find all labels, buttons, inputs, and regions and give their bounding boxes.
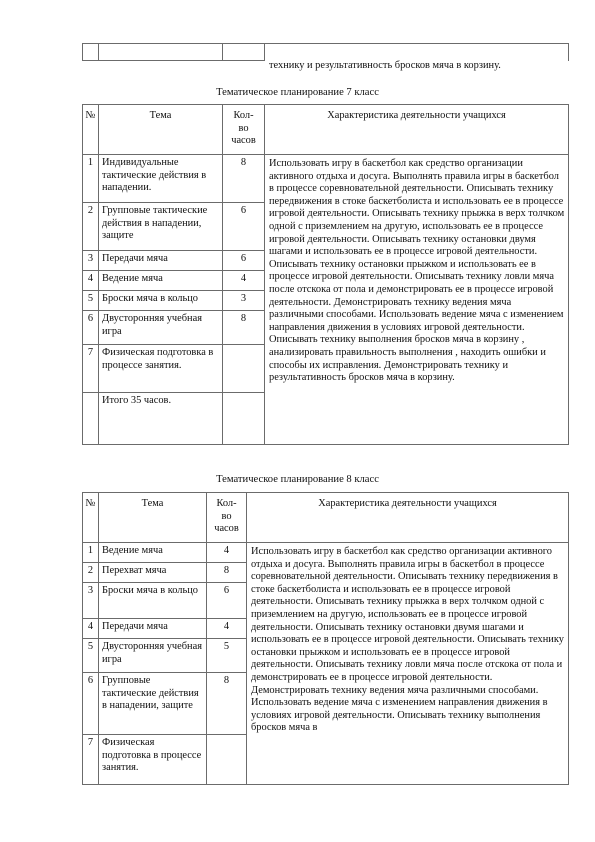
- table-row-topic: Двусторонняя учебная игра: [99, 311, 223, 345]
- table-row-hours: 3: [223, 291, 265, 311]
- table-row-num: 6: [83, 311, 99, 345]
- table-row-topic: Групповые тактические действия в нападении, защите: [99, 673, 207, 735]
- table-row-num: 7: [83, 735, 99, 785]
- table-row-topic: Физическая подготовка в процессе занятия.: [99, 345, 223, 393]
- table-row-num: 1: [83, 543, 99, 563]
- table-row-topic: Ведение мяча: [99, 271, 223, 291]
- fragment-cell-num: [83, 44, 99, 61]
- grade8-header-hours: Кол- во часов: [207, 493, 247, 543]
- grade8-description: Использовать игру в баскетбол как средство организации активного отдыха и досуга. Выполнять правила игры в баскетбол в процессе соревновательной деятельности. Описывать технику передвижения в стоке баскетболиста и использовать ее в процессе игровой деятельности. Описывать технику прыжка в верх толчком одной с приземлением на другую, использовать ее в процессе игровой деятельности. Описывать технику остановки двумя шагами и использовать ее в процессе игровой деятельности. Описывать технику остановки прыжком и использовать ее в процессе игровой деятельности. Описывать технику ловли мяча после отскока от пола и демонстрировать ее в процессе игровой деятельности. Демонстрировать технику ведения мяча различными способами. Использовать ведение мяча с изменением направления движения в условиях игровой деятельности. Описывать технику выполнения бросков мяча в: [247, 543, 569, 785]
- table-row-total: Итого 35 часов.: [99, 393, 223, 445]
- table-row-num: 5: [83, 291, 99, 311]
- table-row-hours: 4: [207, 619, 247, 639]
- table-row-hours: 6: [223, 251, 265, 271]
- table-row-hours: [223, 393, 265, 445]
- grade7-header-desc: Характеристика деятельности учащихся: [265, 105, 569, 155]
- grade7-header-topic: Тема: [99, 105, 223, 155]
- table-row-num: 4: [83, 619, 99, 639]
- table-row-hours: 6: [223, 203, 265, 251]
- table-row-topic: Передачи мяча: [99, 619, 207, 639]
- grade8-table: [82, 492, 569, 785]
- table-row-hours: 8: [207, 563, 247, 583]
- grade7-header-num: №: [83, 105, 99, 155]
- table-row-topic: Двусторонняя учебная игра: [99, 639, 207, 673]
- table-row-num: [83, 393, 99, 445]
- grade8-header-topic: Тема: [99, 493, 207, 543]
- table-row-hours: 8: [223, 311, 265, 345]
- fragment-cell-topic: [99, 44, 223, 61]
- table-row-topic: Броски мяча в кольцо: [99, 583, 207, 619]
- table-row-hours: [207, 735, 247, 785]
- table-row-topic: Перехват мяча: [99, 563, 207, 583]
- table-row-topic: Ведение мяча: [99, 543, 207, 563]
- grade8-header-desc: Характеристика деятельности учащихся: [247, 493, 569, 543]
- table-row-num: 1: [83, 155, 99, 203]
- grade7-title: Тематическое планирование 7 класс: [216, 87, 379, 98]
- fragment-cell-hours: [223, 44, 265, 61]
- grade7-header-hours: Кол- во часов: [223, 105, 265, 155]
- table-row-topic: Физическая подготовка в процессе занятия.: [99, 735, 207, 785]
- table-row-num: 3: [83, 583, 99, 619]
- grade7-table: [82, 104, 569, 445]
- grade7-description: Использовать игру в баскетбол как средство организации активного отдыха и досуга. Выполнять правила игры в баскетбол в процессе соревновательной деятельности. Описывать технику передвижения в стоке баскетболиста и использовать ее в процессе игровой деятельности. Описывать технику прыжка в верх толчком одной с приземлением на другую, использовать ее в процессе игровой деятельности. Описывать технику остановки двумя шагами и использовать ее в процессе игровой деятельности. Описывать технику остановки прыжком и использовать ее в процессе игровой деятельности. Описывать технику ловли мяча после отскока от пола и демонстрировать ее в процессе игровой деятельности. Демонстрировать технику ведения мяча различными способами. Использовать ведение мяча с изменением направления движения в условиях игровой деятельности. Описывать технику выполнения бросков мяча в корзину , анализировать правильность выполнения , находить ошибки и способы их исправления. Демонстрировать технику и результативность бросков мяча в корзину.: [265, 155, 569, 445]
- table-row-hours: 5: [207, 639, 247, 673]
- table-row-hours: [223, 345, 265, 393]
- table-row-num: 3: [83, 251, 99, 271]
- table-row-num: 4: [83, 271, 99, 291]
- previous-table-fragment: [82, 43, 569, 61]
- table-row-hours: 6: [207, 583, 247, 619]
- table-row-num: 7: [83, 345, 99, 393]
- table-row-num: 5: [83, 639, 99, 673]
- table-row-hours: 4: [207, 543, 247, 563]
- table-row-hours: 4: [223, 271, 265, 291]
- table-row-num: 6: [83, 673, 99, 735]
- grade8-header-num: №: [83, 493, 99, 543]
- previous-table-tail-text: технику и результативность бросков мяча в корзину.: [269, 60, 501, 71]
- table-row-num: 2: [83, 563, 99, 583]
- table-row-topic: Групповые тактические действия в нападении, защите: [99, 203, 223, 251]
- table-row-hours: 8: [223, 155, 265, 203]
- fragment-cell-desc: [265, 44, 569, 61]
- table-row-topic: Индивидуальные тактические действия в нападении.: [99, 155, 223, 203]
- table-row-topic: Броски мяча в кольцо: [99, 291, 223, 311]
- table-row-num: 2: [83, 203, 99, 251]
- grade8-title: Тематическое планирование 8 класс: [216, 474, 379, 485]
- table-row-hours: 8: [207, 673, 247, 735]
- table-row-topic: Передачи мяча: [99, 251, 223, 271]
